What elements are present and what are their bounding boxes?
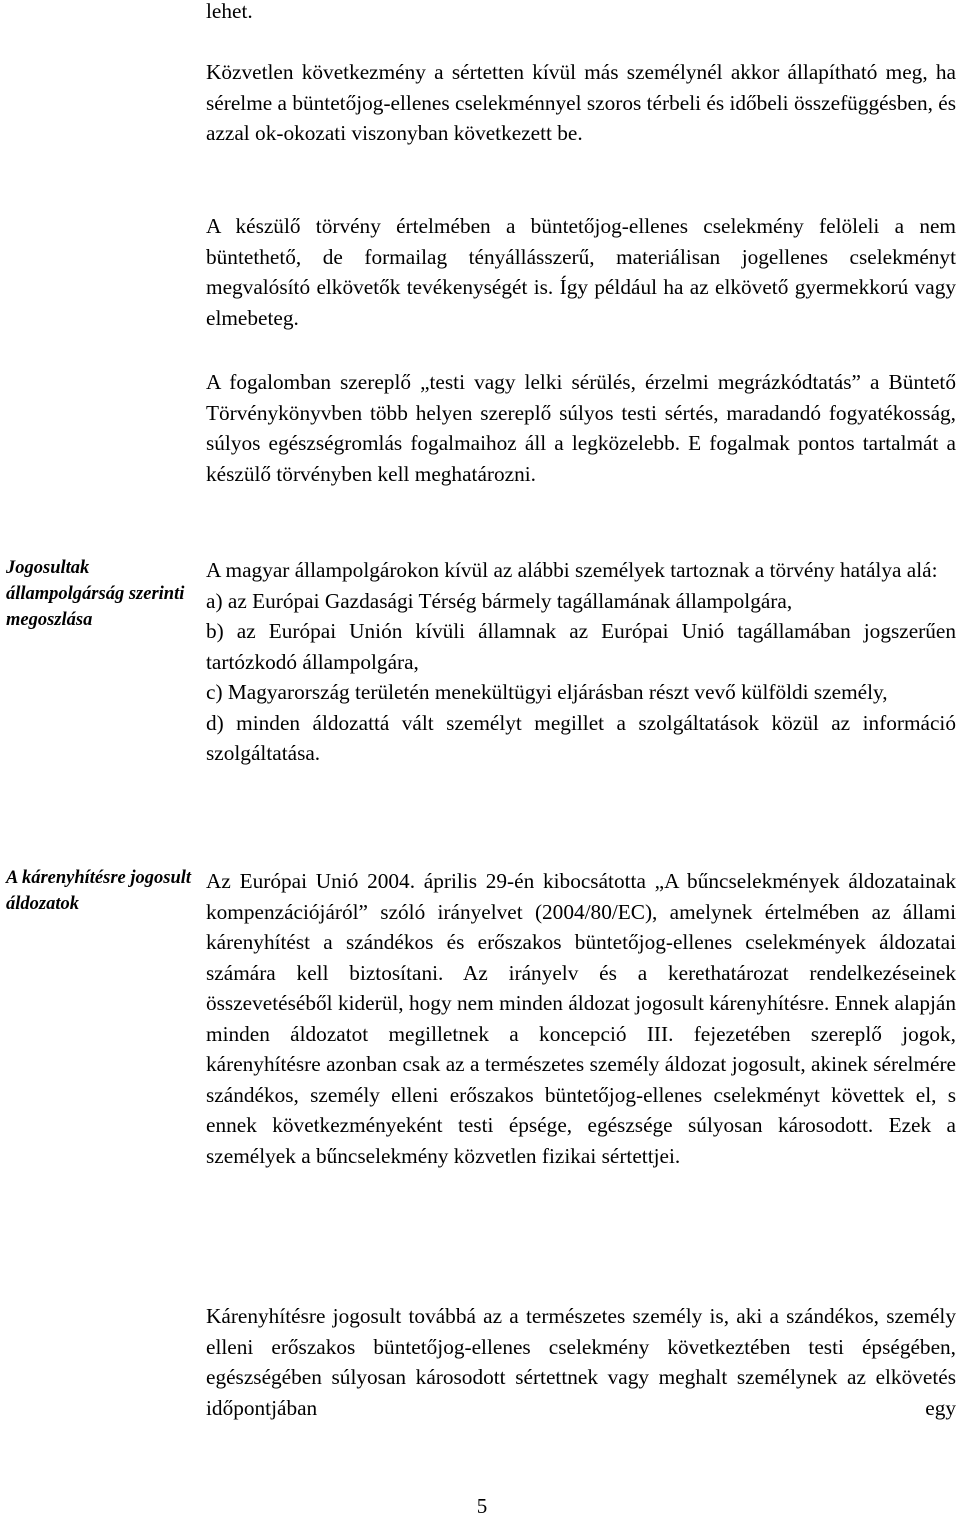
side-note-citizenship: Jogosultak állampolgárság szerinti megoszlása <box>6 558 185 630</box>
paragraph-fragment-top: lehet. <box>206 0 253 23</box>
page-number-value: 5 <box>476 1494 488 1518</box>
paragraph-concept-injury: A fogalomban szereplő „testi vagy lelki sérülés, érzelmi megrázkódtatás” a Büntető Törvénykönyvben több helyen szereplő súlyos testi sértés, maradandó fogyatékosság, súlyos egészségromlás fogalmaihoz áll a legközelebb. E fogalmak pontos tartalmát a készülő törvényben kell meghatározni. <box>206 370 956 486</box>
citizenship-item-d: d) minden áldozattá vált személyt megillet a szolgáltatások közül az információ szolgáltatása. <box>206 710 956 765</box>
paragraph-prepared-law: A készülő törvény értelmében a büntetőjog-ellenes cselekmény felöleli a nem büntethető, de formailag tényállásszerű, materiálisan jogellenes cselekményt megvalósító elkövetők tevékenységét is. Így például ha az elkövető gyermekkorú vagy elmebeteg. <box>206 214 956 330</box>
paragraph-direct-consequence: Közvetlen következmény a sértetten kívül más személynél akkor állapítható meg, ha sérelme a büntetőjog-ellenes cselekménnyel szoros térbeli és időbeli összefüggésben, és azzal ok-okozati viszonyban következett be. <box>206 60 956 145</box>
section-citizenship <box>206 555 956 769</box>
citizenship-item-c: c) Magyarország területén menekültügyi eljárásban részt vevő külföldi személy, <box>206 680 888 704</box>
citizenship-intro: A magyar állampolgárokon kívül az alábbi személyek tartoznak a törvény hatálya alá: <box>206 558 938 582</box>
paragraph-further-eligible: Kárenyhítésre jogosult továbbá az a természetes személy is, aki a szándékos, személy elleni erőszakos büntetőjog-ellenes cselekmény következtében testi épségében, egészségében súlyosan károsodott sértettnek vagy meghalt személynek az elkövetés időpontjában egy <box>206 1304 956 1420</box>
citizenship-item-b: b) az Európai Unión kívüli államnak az Európai Unió tagállamában jogszerűen tartózkodó állampolgára, <box>206 619 956 674</box>
citizenship-item-a: a) az Európai Gazdasági Térség bármely tagállamának állampolgára, <box>206 588 793 613</box>
page-number <box>0 1494 960 1519</box>
side-note-compensation: A kárenyhítésre jogosult áldozatok <box>6 868 192 914</box>
paragraph-eu-directive: Az Európai Unió 2004. április 29-én kibocsátotta „A bűncselekmények áldozatainak kompenzációjáról” szóló irányelvet (2004/80/EC), amelynek értelmében az állami kárenyhítést a szándékos és erőszakos büntetőjog-ellenes cselekmények áldozatai számára kell biztosítani. Az irányelv és a kerethatározat rendelkezéseinek összevetéséből kiderül, hogy nem minden áldozat jogosult kárenyhítésre. Ennek alapján minden áldozatot megilletnek a koncepció III. fejezetében szereplő jogok, kárenyhítésre azonban csak az a természetes személy áldozat jogosult, akinek sérelmére szándékos, személy elleni erőszakos büntetőjog-ellenes cselekményt követtek el, s ennek következményeként testi épsége, egészsége súlyosan károsodott. Ezek a személyek a bűncselekmény közvetlen fizikai sértettjei. <box>206 869 956 1168</box>
